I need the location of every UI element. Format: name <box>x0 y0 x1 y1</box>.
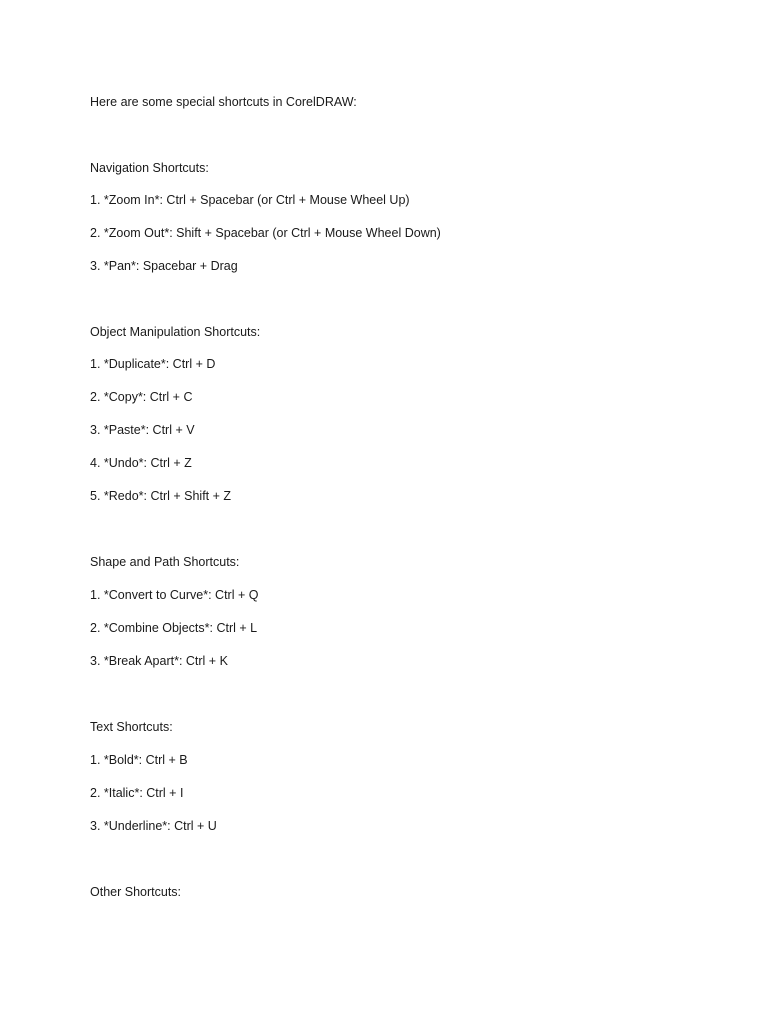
list-item: 3. *Pan*: Spacebar + Drag <box>90 259 238 273</box>
list-item: 1. *Convert to Curve*: Ctrl + Q <box>90 588 259 602</box>
other-shortcuts-heading: Other Shortcuts: <box>90 885 182 899</box>
text-shortcuts-heading: Text Shortcuts: <box>90 720 173 734</box>
object-manipulation-heading: Object Manipulation Shortcuts: <box>90 325 261 339</box>
intro-paragraph: Here are some special shortcuts in CorelDRAW: <box>90 95 357 109</box>
list-item: 3. *Break Apart*: Ctrl + K <box>90 654 228 668</box>
list-item: 2. *Italic*: Ctrl + I <box>90 786 184 800</box>
list-item: 1. *Bold*: Ctrl + B <box>90 753 188 767</box>
list-item: 2. *Combine Objects*: Ctrl + L <box>90 621 258 635</box>
list-item: 1. *Duplicate*: Ctrl + D <box>90 357 216 371</box>
list-item: 1. *Zoom In*: Ctrl + Spacebar (or Ctrl + Mouse Wheel Up) <box>90 193 410 207</box>
navigation-heading: Navigation Shortcuts: <box>90 161 209 175</box>
list-item: 3. *Paste*: Ctrl + V <box>90 423 195 437</box>
list-item: 2. *Copy*: Ctrl + C <box>90 390 193 404</box>
list-item: 2. *Zoom Out*: Shift + Spacebar (or Ctrl + Mouse Wheel Down) <box>90 226 441 240</box>
shape-path-heading: Shape and Path Shortcuts: <box>90 555 240 569</box>
list-item: 3. *Underline*: Ctrl + U <box>90 819 217 833</box>
list-item: 4. *Undo*: Ctrl + Z <box>90 456 192 470</box>
list-item: 5. *Redo*: Ctrl + Shift + Z <box>90 489 232 503</box>
